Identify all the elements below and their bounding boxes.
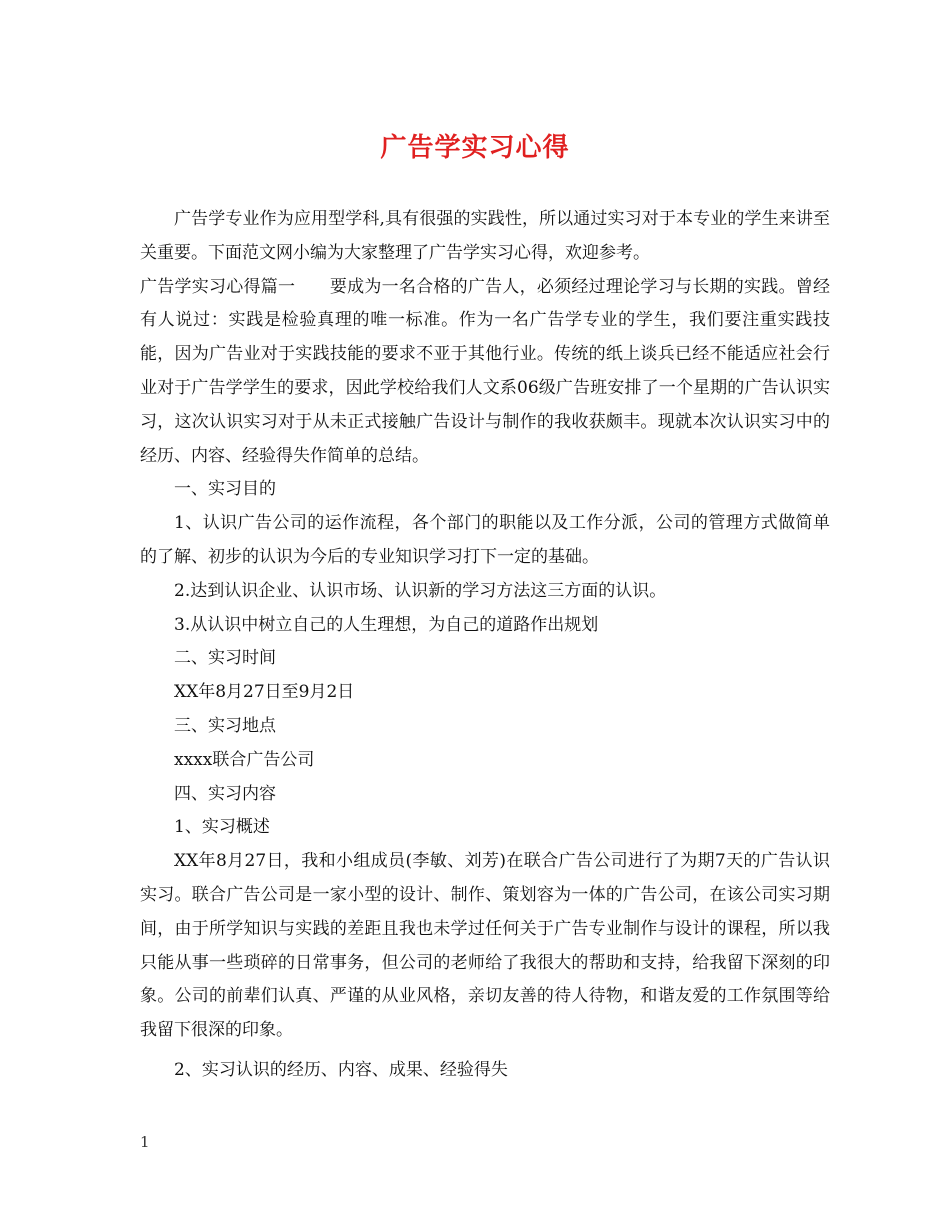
paragraph-time: XX年8月27日至9月2日 bbox=[174, 682, 355, 703]
paragraph-intro: 广告学专业作为应用型学科,具有很强的实践性，所以通过实习对于本专业的学生来讲至关重要。下面范文网小编为大家整理了广告学实习心得，欢迎参考。 bbox=[140, 209, 830, 263]
heading-overview: 1、实习概述 bbox=[174, 817, 270, 838]
heading-location: 三、实习地点 bbox=[174, 715, 276, 736]
paragraph-part-one: 广告学实习心得篇一 要成为一名合格的广告人，必须经过理论学习与长期的实践。曾经有人说过：实践是检验真理的唯一标准。作为一名广告学专业的学生，我们要注重实践技能，因为广告业对于实践技能的要求不亚于其他行业。传统的纸上谈兵已经不能适应社会行业对于广告学学生的要求，因此学校给我们人文系06级广告班安排了一个星期的广告认识实习，这次认识实习对于从未正式接触广告设计与制作的我收获颇丰。现就本次认识实习中的经历、内容、经验得失作简单的总结。 bbox=[140, 276, 830, 466]
paragraph-purpose-3: 3.从认识中树立自己的人生理想，为自己的道路作出规划 bbox=[174, 614, 599, 635]
page-number: 1 bbox=[140, 1133, 150, 1151]
heading-purpose: 一、实习目的 bbox=[174, 479, 276, 500]
heading-content: 四、实习内容 bbox=[174, 783, 276, 804]
paragraph-overview: XX年8月27日，我和小组成员(李敏、刘芳)在联合广告公司进行了为期7天的广告认识实习。联合广告公司是一家小型的设计、制作、策划容为一体的广告公司，在该公司实习期间，由于所学知识与实践的差距且我也未学过任何关于广告专业制作与设计的课程，所以我只能从事一些琐碎的日常事务，但公司的老师给了我很大的帮助和支持，给我留下深刻的印象。公司的前辈们认真、严谨的从业风格，亲切友善的待人待物，和谐友爱的工作氛围等给我留下很深的印象。 bbox=[140, 851, 830, 1041]
heading-experience: 2、实习认识的经历、内容、成果、经验得失 bbox=[174, 1059, 508, 1080]
paragraph-purpose-2: 2.达到认识企业、认识市场、认识新的学习方法这三方面的认识。 bbox=[174, 580, 667, 601]
document-title: 广告学实习心得 bbox=[380, 133, 570, 163]
heading-time: 二、实习时间 bbox=[174, 648, 276, 669]
paragraph-location: xxxx联合广告公司 bbox=[174, 749, 315, 770]
document-body bbox=[140, 203, 830, 1088]
paragraph-purpose-1: 1、认识广告公司的运作流程，各个部门的职能以及工作分派，公司的管理方式做简单的了解、初步的认识为今后的专业知识学习打下一定的基础。 bbox=[140, 513, 830, 567]
